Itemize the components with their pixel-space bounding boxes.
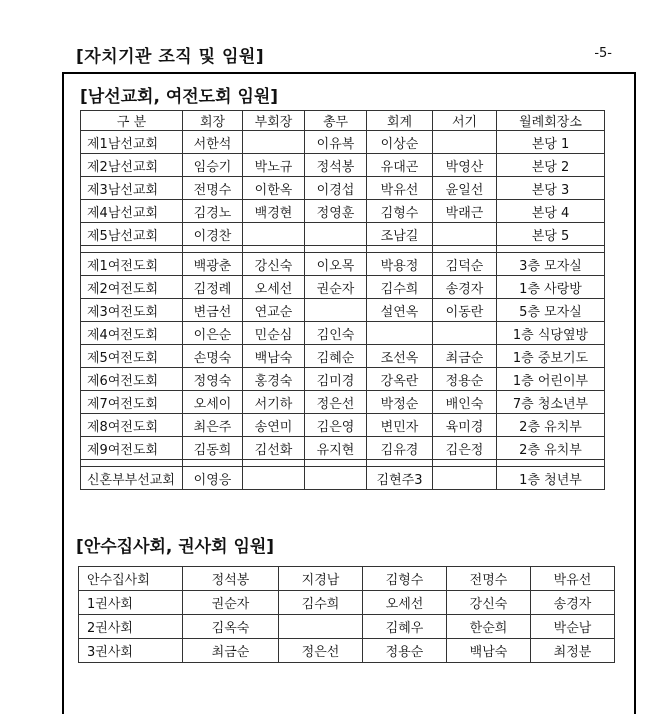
table-cell (243, 223, 305, 246)
table-cell: 최금순 (183, 639, 279, 663)
organization-name: 제2여전도회 (81, 276, 183, 299)
organization-name: 2권사회 (79, 615, 183, 639)
table-cell: 유대곤 (367, 154, 433, 177)
table-cell: 정은선 (279, 639, 363, 663)
table-cell: 2층 유치부 (497, 414, 605, 437)
table-cell: 서기하 (243, 391, 305, 414)
table-cell: 김인숙 (305, 322, 367, 345)
table-cell (243, 131, 305, 154)
officers-table (80, 110, 605, 490)
table-cell: 2층 유치부 (497, 437, 605, 460)
spacer-row (81, 246, 605, 253)
mens-group-row (81, 131, 605, 154)
spacer-cell (433, 460, 497, 467)
table-cell: 전명수 (183, 177, 243, 200)
table-cell: 1층 식당옆방 (497, 322, 605, 345)
table-cell: 육미경 (433, 414, 497, 437)
table-cell: 정용순 (433, 368, 497, 391)
table-cell: 정영숙 (183, 368, 243, 391)
table-cell: 이경찬 (183, 223, 243, 246)
table-cell: 이유복 (305, 131, 367, 154)
officers-header-row (81, 111, 605, 131)
organization-name: 제4남선교회 (81, 200, 183, 223)
table-cell: 7층 청소년부 (497, 391, 605, 414)
table-cell: 전명수 (447, 567, 531, 591)
spacer-cell (497, 246, 605, 253)
table-cell: 김수희 (367, 276, 433, 299)
womens-group-row (81, 322, 605, 345)
deacons-table (78, 566, 615, 663)
table-cell (305, 467, 367, 490)
table-cell (367, 322, 433, 345)
deacons-row (79, 639, 615, 663)
table-cell: 이오목 (305, 253, 367, 276)
page-title: [자치기관 조직 및 임원] (76, 47, 265, 67)
organization-name: 제8여전도회 (81, 414, 183, 437)
organization-name: 제7여전도회 (81, 391, 183, 414)
table-cell: 정은선 (305, 391, 367, 414)
table-cell: 정영훈 (305, 200, 367, 223)
table-cell: 5층 모자실 (497, 299, 605, 322)
table-cell (433, 223, 497, 246)
table-cell: 김형수 (363, 567, 447, 591)
table-cell: 이은순 (183, 322, 243, 345)
mens-group-row (81, 223, 605, 246)
table-cell (305, 299, 367, 322)
table-cell: 김동희 (183, 437, 243, 460)
table-cell: 1층 사랑방 (497, 276, 605, 299)
table-cell: 박용정 (367, 253, 433, 276)
page-number: -5- (594, 46, 612, 61)
table-cell: 백남숙 (243, 345, 305, 368)
header-vice-president: 부회장 (243, 111, 305, 131)
table-cell: 김형수 (367, 200, 433, 223)
table-cell: 최금순 (433, 345, 497, 368)
table-cell: 정석봉 (305, 154, 367, 177)
organization-name: 제5여전도회 (81, 345, 183, 368)
table-cell: 오세이 (183, 391, 243, 414)
spacer-cell (81, 246, 183, 253)
spacer-cell (243, 246, 305, 253)
table-cell: 이상순 (367, 131, 433, 154)
organization-name: 제4여전도회 (81, 322, 183, 345)
womens-group-row (81, 345, 605, 368)
womens-group-row (81, 276, 605, 299)
spacer-row (81, 460, 605, 467)
table-cell: 서한석 (183, 131, 243, 154)
table-cell: 정용순 (363, 639, 447, 663)
table-cell: 송연미 (243, 414, 305, 437)
table-cell: 박정순 (367, 391, 433, 414)
table-cell: 조남길 (367, 223, 433, 246)
table-cell: 민순심 (243, 322, 305, 345)
table-cell: 본당 5 (497, 223, 605, 246)
table-cell: 박래근 (433, 200, 497, 223)
table-cell: 박영산 (433, 154, 497, 177)
organization-name: 제1남선교회 (81, 131, 183, 154)
table-cell: 김은영 (305, 414, 367, 437)
table-cell (279, 615, 363, 639)
table-cell: 강옥란 (367, 368, 433, 391)
table-cell: 김수희 (279, 591, 363, 615)
table-cell: 1층 어린이부 (497, 368, 605, 391)
organization-name: 제1여전도회 (81, 253, 183, 276)
table-cell: 최은주 (183, 414, 243, 437)
deacons-row (79, 615, 615, 639)
table-cell: 박유선 (367, 177, 433, 200)
table-cell: 권순자 (183, 591, 279, 615)
table-cell: 오세선 (363, 591, 447, 615)
table-cell: 김미경 (305, 368, 367, 391)
table-cell: 이경섭 (305, 177, 367, 200)
organization-name: 제9여전도회 (81, 437, 183, 460)
header-treasurer: 회계 (367, 111, 433, 131)
deacons-row (79, 591, 615, 615)
table-cell (433, 322, 497, 345)
table-cell: 강신숙 (447, 591, 531, 615)
table-cell (243, 467, 305, 490)
table-cell: 홍경숙 (243, 368, 305, 391)
header-general-affairs: 총무 (305, 111, 367, 131)
table-cell: 이동란 (433, 299, 497, 322)
table-cell (433, 131, 497, 154)
table-cell: 김현주3 (367, 467, 433, 490)
organization-name: 안수집사회 (79, 567, 183, 591)
table-cell: 박유선 (531, 567, 615, 591)
organization-name: 제3여전도회 (81, 299, 183, 322)
womens-group-row (81, 299, 605, 322)
content-box (62, 72, 636, 714)
header-president: 회장 (183, 111, 243, 131)
table-cell: 김선화 (243, 437, 305, 460)
table-cell (433, 467, 497, 490)
table-cell: 김혜순 (305, 345, 367, 368)
table-cell: 오세선 (243, 276, 305, 299)
organization-name: 신혼부부선교회 (81, 467, 183, 490)
table-cell: 임승기 (183, 154, 243, 177)
section-title-officers: [남선교회, 여전도회 임원] (80, 87, 279, 107)
table-cell: 변민자 (367, 414, 433, 437)
table-cell: 최정분 (531, 639, 615, 663)
table-cell: 김덕순 (433, 253, 497, 276)
header-category: 구 분 (81, 111, 183, 131)
table-cell: 설연옥 (367, 299, 433, 322)
spacer-cell (183, 246, 243, 253)
table-cell: 변금선 (183, 299, 243, 322)
table-cell: 김정례 (183, 276, 243, 299)
table-cell: 권순자 (305, 276, 367, 299)
table-cell: 김경노 (183, 200, 243, 223)
couples-group-row (81, 467, 605, 490)
spacer-cell (367, 460, 433, 467)
table-cell: 김은정 (433, 437, 497, 460)
mens-group-row (81, 154, 605, 177)
spacer-cell (433, 246, 497, 253)
page-header (76, 42, 616, 66)
table-cell: 1층 중보기도 (497, 345, 605, 368)
spacer-cell (367, 246, 433, 253)
table-cell: 김혜우 (363, 615, 447, 639)
spacer-cell (305, 460, 367, 467)
table-cell: 지경남 (279, 567, 363, 591)
table-cell: 박노규 (243, 154, 305, 177)
table-cell: 3층 모자실 (497, 253, 605, 276)
table-cell: 송경자 (433, 276, 497, 299)
table-cell: 본당 1 (497, 131, 605, 154)
spacer-cell (81, 460, 183, 467)
table-cell: 배인숙 (433, 391, 497, 414)
table-cell: 백경현 (243, 200, 305, 223)
table-cell: 송경자 (531, 591, 615, 615)
spacer-cell (497, 460, 605, 467)
section-title-deacons: [안수집사회, 권사회 임원] (76, 537, 275, 557)
table-cell: 강신숙 (243, 253, 305, 276)
table-cell: 정석봉 (183, 567, 279, 591)
table-cell: 백남숙 (447, 639, 531, 663)
table-cell: 본당 2 (497, 154, 605, 177)
organization-name: 제3남선교회 (81, 177, 183, 200)
table-cell: 백광춘 (183, 253, 243, 276)
table-cell: 윤일선 (433, 177, 497, 200)
womens-group-row (81, 368, 605, 391)
table-cell: 1층 청년부 (497, 467, 605, 490)
table-cell: 손명숙 (183, 345, 243, 368)
header-secretary: 서기 (433, 111, 497, 131)
table-cell: 박순남 (531, 615, 615, 639)
mens-group-row (81, 200, 605, 223)
table-cell: 본당 3 (497, 177, 605, 200)
table-cell: 김유경 (367, 437, 433, 460)
organization-name: 1권사회 (79, 591, 183, 615)
spacer-cell (305, 246, 367, 253)
table-cell: 본당 4 (497, 200, 605, 223)
mens-group-row (81, 177, 605, 200)
table-cell: 조선옥 (367, 345, 433, 368)
womens-group-row (81, 253, 605, 276)
spacer-cell (183, 460, 243, 467)
organization-name: 제5남선교회 (81, 223, 183, 246)
womens-group-row (81, 437, 605, 460)
header-meeting-place: 월례회장소 (497, 111, 605, 131)
organization-name: 3권사회 (79, 639, 183, 663)
table-cell: 김옥숙 (183, 615, 279, 639)
table-cell: 이한옥 (243, 177, 305, 200)
womens-group-row (81, 391, 605, 414)
organization-name: 제2남선교회 (81, 154, 183, 177)
table-cell: 유지현 (305, 437, 367, 460)
deacons-row (79, 567, 615, 591)
table-cell: 한순희 (447, 615, 531, 639)
table-cell: 이영응 (183, 467, 243, 490)
womens-group-row (81, 414, 605, 437)
organization-name: 제6여전도회 (81, 368, 183, 391)
table-cell (305, 223, 367, 246)
table-cell: 연교순 (243, 299, 305, 322)
spacer-cell (243, 460, 305, 467)
